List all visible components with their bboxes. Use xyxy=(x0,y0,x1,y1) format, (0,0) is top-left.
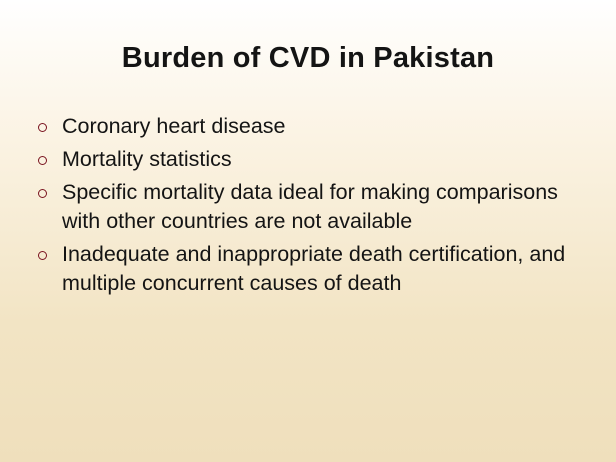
bullet-item xyxy=(38,240,598,298)
slide-title: Burden of CVD in Pakistan xyxy=(121,42,495,74)
bullet-text: Specific mortality data ideal for making comparisons with other countries are not available xyxy=(62,180,558,233)
bullet-item xyxy=(38,145,598,174)
bullet-text: Inadequate and inappropriate death certification, and multiple concurrent causes of death xyxy=(62,242,566,295)
bullet-item xyxy=(38,112,598,141)
hollow-circle-bullet-icon xyxy=(38,189,47,198)
bullet-list xyxy=(38,112,598,302)
hollow-circle-bullet-icon xyxy=(38,156,47,165)
bullet-text: Mortality statistics xyxy=(62,147,232,171)
hollow-circle-bullet-icon xyxy=(38,123,47,132)
bullet-item xyxy=(38,178,598,236)
bullet-text: Coronary heart disease xyxy=(62,114,286,138)
hollow-circle-bullet-icon xyxy=(38,251,47,260)
